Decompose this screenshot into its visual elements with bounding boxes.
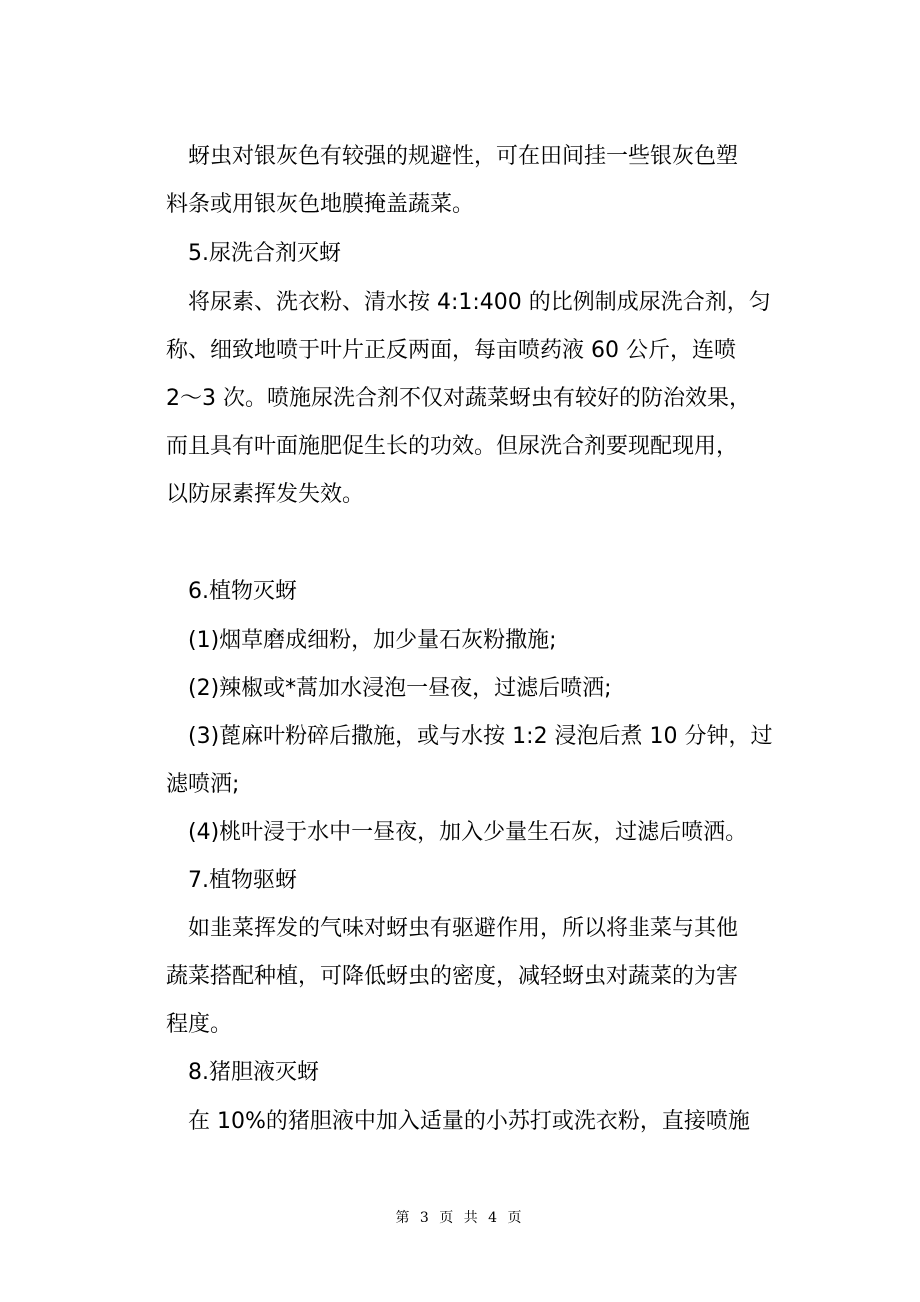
paragraph-line: 料条或用银灰色地膜掩盖蔬菜。 <box>166 192 475 217</box>
paragraph-line: 蔬菜搭配种植，可降低蚜虫的密度，减轻蚜虫对蔬菜的为害 <box>166 964 739 989</box>
paragraph-line: 如韭菜挥发的气味对蚜虫有驱避作用，所以将韭菜与其他 <box>188 916 739 941</box>
page-number: 第 3 页 共 4 页 <box>395 1210 525 1226</box>
list-item: (2)辣椒或*蒿加水浸泡一昼夜，过滤后喷洒; <box>188 676 612 701</box>
section-heading: 5.尿洗合剂灭蚜 <box>188 241 341 266</box>
list-item: (1)烟草磨成细粉，加少量石灰粉撒施; <box>188 628 557 653</box>
section-heading: 8.猪胆液灭蚜 <box>188 1060 319 1085</box>
paragraph-line: 称、细致地喷于叶片正反两面，每亩喷药液 60 公斤，连喷 <box>166 338 736 363</box>
paragraph-line: 而且具有叶面施肥促生长的功效。但尿洗合剂要现配现用， <box>166 434 739 459</box>
section-heading: 7.植物驱蚜 <box>188 868 297 893</box>
page-footer <box>0 1208 920 1228</box>
list-item: (3)蓖麻叶粉碎后撒施，或与水按 1:2 浸泡后煮 10 分钟，过 <box>188 724 773 749</box>
paragraph-line: 蚜虫对银灰色有较强的规避性，可在田间挂一些银灰色塑 <box>188 144 739 169</box>
section-heading: 6.植物灭蚜 <box>188 579 297 604</box>
paragraph-line: 在 10%的猪胆液中加入适量的小苏打或洗衣粉，直接喷施 <box>188 1109 750 1134</box>
list-item: (4)桃叶浸于水中一昼夜，加入少量生石灰，过滤后喷洒。 <box>188 820 748 845</box>
paragraph-line: 2～3 次。喷施尿洗合剂不仅对蔬菜蚜虫有较好的防治效果， <box>166 386 751 411</box>
paragraph-line: 以防尿素挥发失效。 <box>166 482 365 507</box>
paragraph-line: 将尿素、洗衣粉、清水按 4:1:400 的比例制成尿洗合剂，匀 <box>188 290 771 315</box>
paragraph-line: 程度。 <box>166 1012 233 1037</box>
list-item-continuation: 滤喷洒; <box>166 772 240 797</box>
